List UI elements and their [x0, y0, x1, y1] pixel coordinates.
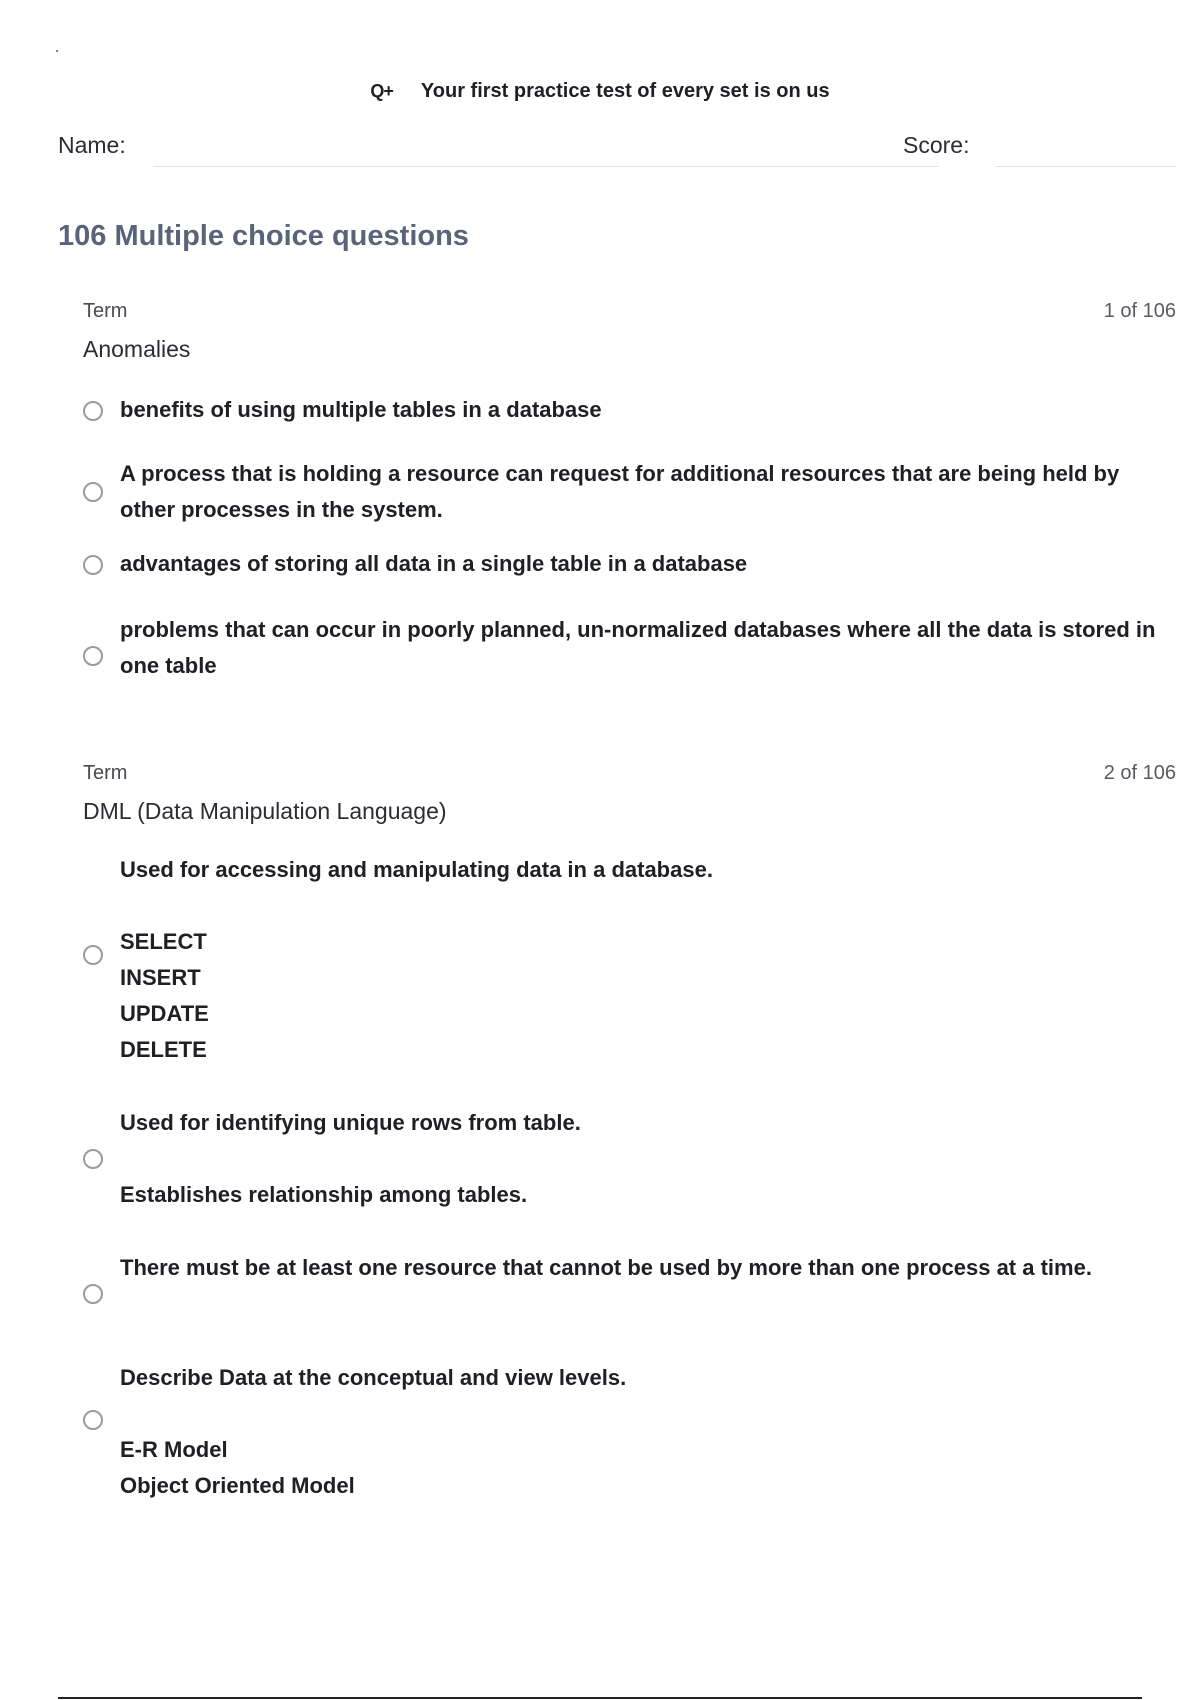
radio-button[interactable]: [83, 401, 103, 421]
name-field[interactable]: [153, 166, 939, 167]
radio-button[interactable]: [83, 555, 103, 575]
option-text: advantages of storing all data in a single table in a database: [120, 551, 748, 576]
score-field[interactable]: [995, 166, 1176, 167]
option-text: benefits of using multiple tables in a database: [120, 397, 602, 422]
section-title: 106 Multiple choice questions: [58, 220, 469, 252]
question-header: [58, 300, 1176, 330]
name-score-row: [58, 132, 1176, 168]
answer-option[interactable]: [83, 1362, 1173, 1512]
option-text: A process that is holding a resource can request for additional resources that are being held by other processes in the system.: [120, 461, 1120, 522]
radio-button[interactable]: [83, 482, 103, 502]
question-term: Anomalies: [83, 336, 191, 362]
answer-option[interactable]: [83, 616, 1173, 696]
quizlet-plus-icon: Q+: [370, 81, 393, 101]
radio-button[interactable]: [83, 1410, 103, 1430]
radio-button[interactable]: [83, 646, 103, 666]
option-text: Used for identifying unique rows from table. Establishes relationship among tables.: [120, 1110, 581, 1207]
question-term: DML (Data Manipulation Language): [83, 798, 447, 824]
answer-option[interactable]: [83, 452, 1173, 532]
option-text: problems that can occur in poorly planned, un-normalized databases where all the data is stored in one table: [120, 617, 1156, 678]
radio-button[interactable]: [83, 1284, 103, 1304]
question-kind: Term: [83, 762, 128, 784]
radio-button[interactable]: [83, 1149, 103, 1169]
question-header: [58, 762, 1176, 792]
promo-text: Your first practice test of every set is on us: [420, 80, 830, 102]
promo-banner: [0, 80, 1200, 103]
answer-option[interactable]: [83, 852, 1173, 1062]
question-counter: 1 of 106: [1103, 300, 1176, 322]
radio-button[interactable]: [83, 945, 103, 965]
question-card: [58, 300, 1176, 720]
score-label: Score:: [903, 132, 970, 158]
option-text: Describe Data at the conceptual and view levels. E-R Model Object Oriented Model: [120, 1365, 627, 1498]
name-label: Name:: [58, 132, 126, 158]
question-card: [58, 762, 1176, 1522]
answer-option[interactable]: [83, 1254, 1173, 1334]
option-text: There must be at least one resource that cannot be used by more than one process at a time.: [120, 1255, 1092, 1280]
question-kind: Term: [83, 300, 128, 322]
page-dot: [56, 50, 58, 52]
footer-rule: [58, 1697, 1142, 1699]
answer-option[interactable]: [83, 1107, 1173, 1217]
option-text: Used for accessing and manipulating data in a database. SELECT INSERT UPDATE DELETE: [120, 857, 713, 1062]
answer-option[interactable]: [83, 548, 1173, 598]
answer-option[interactable]: [83, 384, 1173, 434]
question-counter: 2 of 106: [1103, 762, 1176, 784]
